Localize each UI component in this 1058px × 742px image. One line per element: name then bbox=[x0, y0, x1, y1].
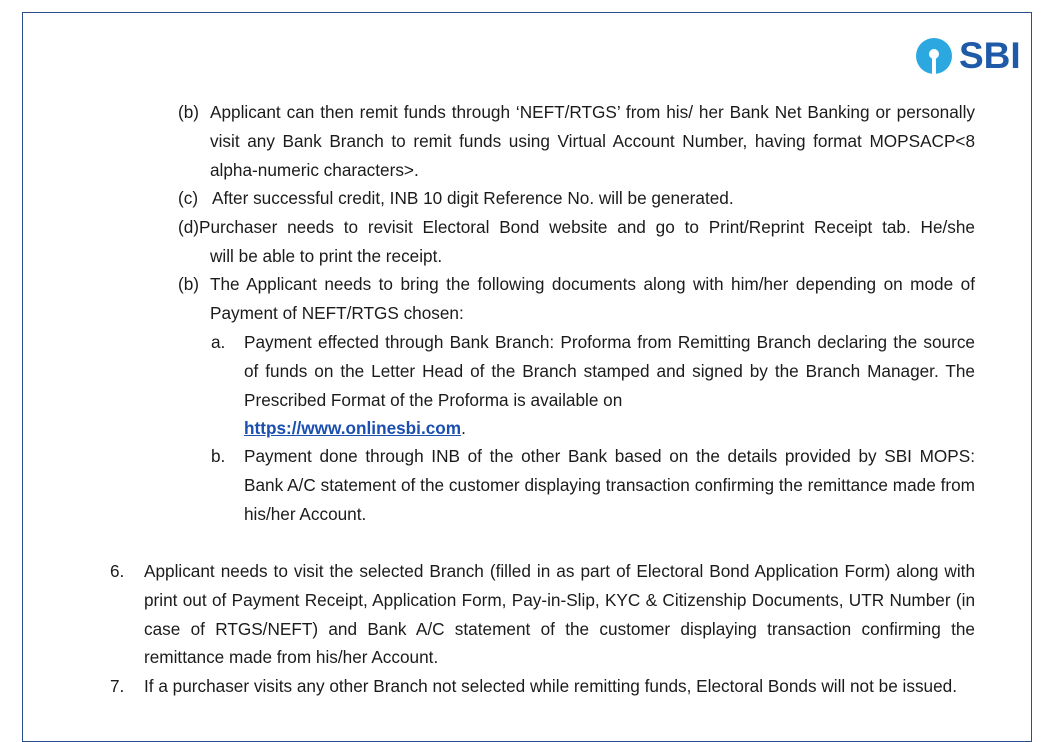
item-text bbox=[244, 328, 975, 414]
sbi-logo-text: SBI bbox=[959, 35, 1021, 76]
item-text-continued: will be able to print the receipt. bbox=[210, 245, 443, 266]
item-marker: 6. bbox=[110, 561, 125, 581]
item-text-body: Payment effected through Bank Branch: Proforma from Remitting Branch declaring the source of funds on the Letter Head of the Branch stamped and signed by the Branch Manager. The Prescribed Format of the Proforma is available on bbox=[244, 332, 975, 410]
link-period: . bbox=[461, 418, 466, 439]
item-marker: b. bbox=[211, 446, 226, 466]
item-text: The Applicant needs to bring the following documents along with him/her depending on mode of Payment of NEFT/RTGS chosen: bbox=[210, 274, 975, 323]
item-text-line: Purchaser needs to revisit Electoral Bond website and go to Print/Reprint Receipt tab. He/she bbox=[199, 217, 975, 237]
item-text: After successful credit, INB 10 digit Reference No. will be generated. bbox=[212, 188, 734, 208]
item-link-line bbox=[244, 414, 975, 443]
item-marker: (b) bbox=[178, 102, 200, 122]
item-marker: (c) bbox=[178, 188, 199, 208]
item-text bbox=[199, 213, 975, 242]
item-marker: (b) bbox=[178, 274, 200, 294]
sbi-logo bbox=[915, 36, 1021, 76]
sbi-keyhole-icon bbox=[915, 37, 953, 75]
item-marker: 7. bbox=[110, 676, 125, 696]
item-text: Applicant needs to visit the selected Branch (filled in as part of Electoral Bond Application Form) along with print out of Payment Receipt, Application Form, Pay-in-Slip, KYC & Citizenship Documents, UTR Number (in case of RTGS/NEFT) and Bank A/C statement of the customer displaying transaction confirming the remittance made from his/her Account. bbox=[144, 561, 975, 668]
item-marker: a. bbox=[211, 332, 226, 352]
item-text: If a purchaser visits any other Branch not selected while remitting funds, Electoral Bonds will not be issued. bbox=[144, 676, 957, 696]
onlinesbi-link[interactable]: https://www.onlinesbi.com bbox=[244, 418, 462, 439]
item-text: Applicant can then remit funds through ‘NEFT/RTGS’ from his/ her Bank Net Banking or personally visit any Bank Branch to remit funds using Virtual Account Number, having format MOPSACP<8 alpha-numeric characters>. bbox=[210, 102, 975, 180]
item-marker: (d) bbox=[178, 217, 200, 237]
item-text: Payment done through INB of the other Bank based on the details provided by SBI MOPS: Bank A/C statement of the customer displaying transaction confirming the remittance made from his/her Account. bbox=[244, 446, 975, 524]
